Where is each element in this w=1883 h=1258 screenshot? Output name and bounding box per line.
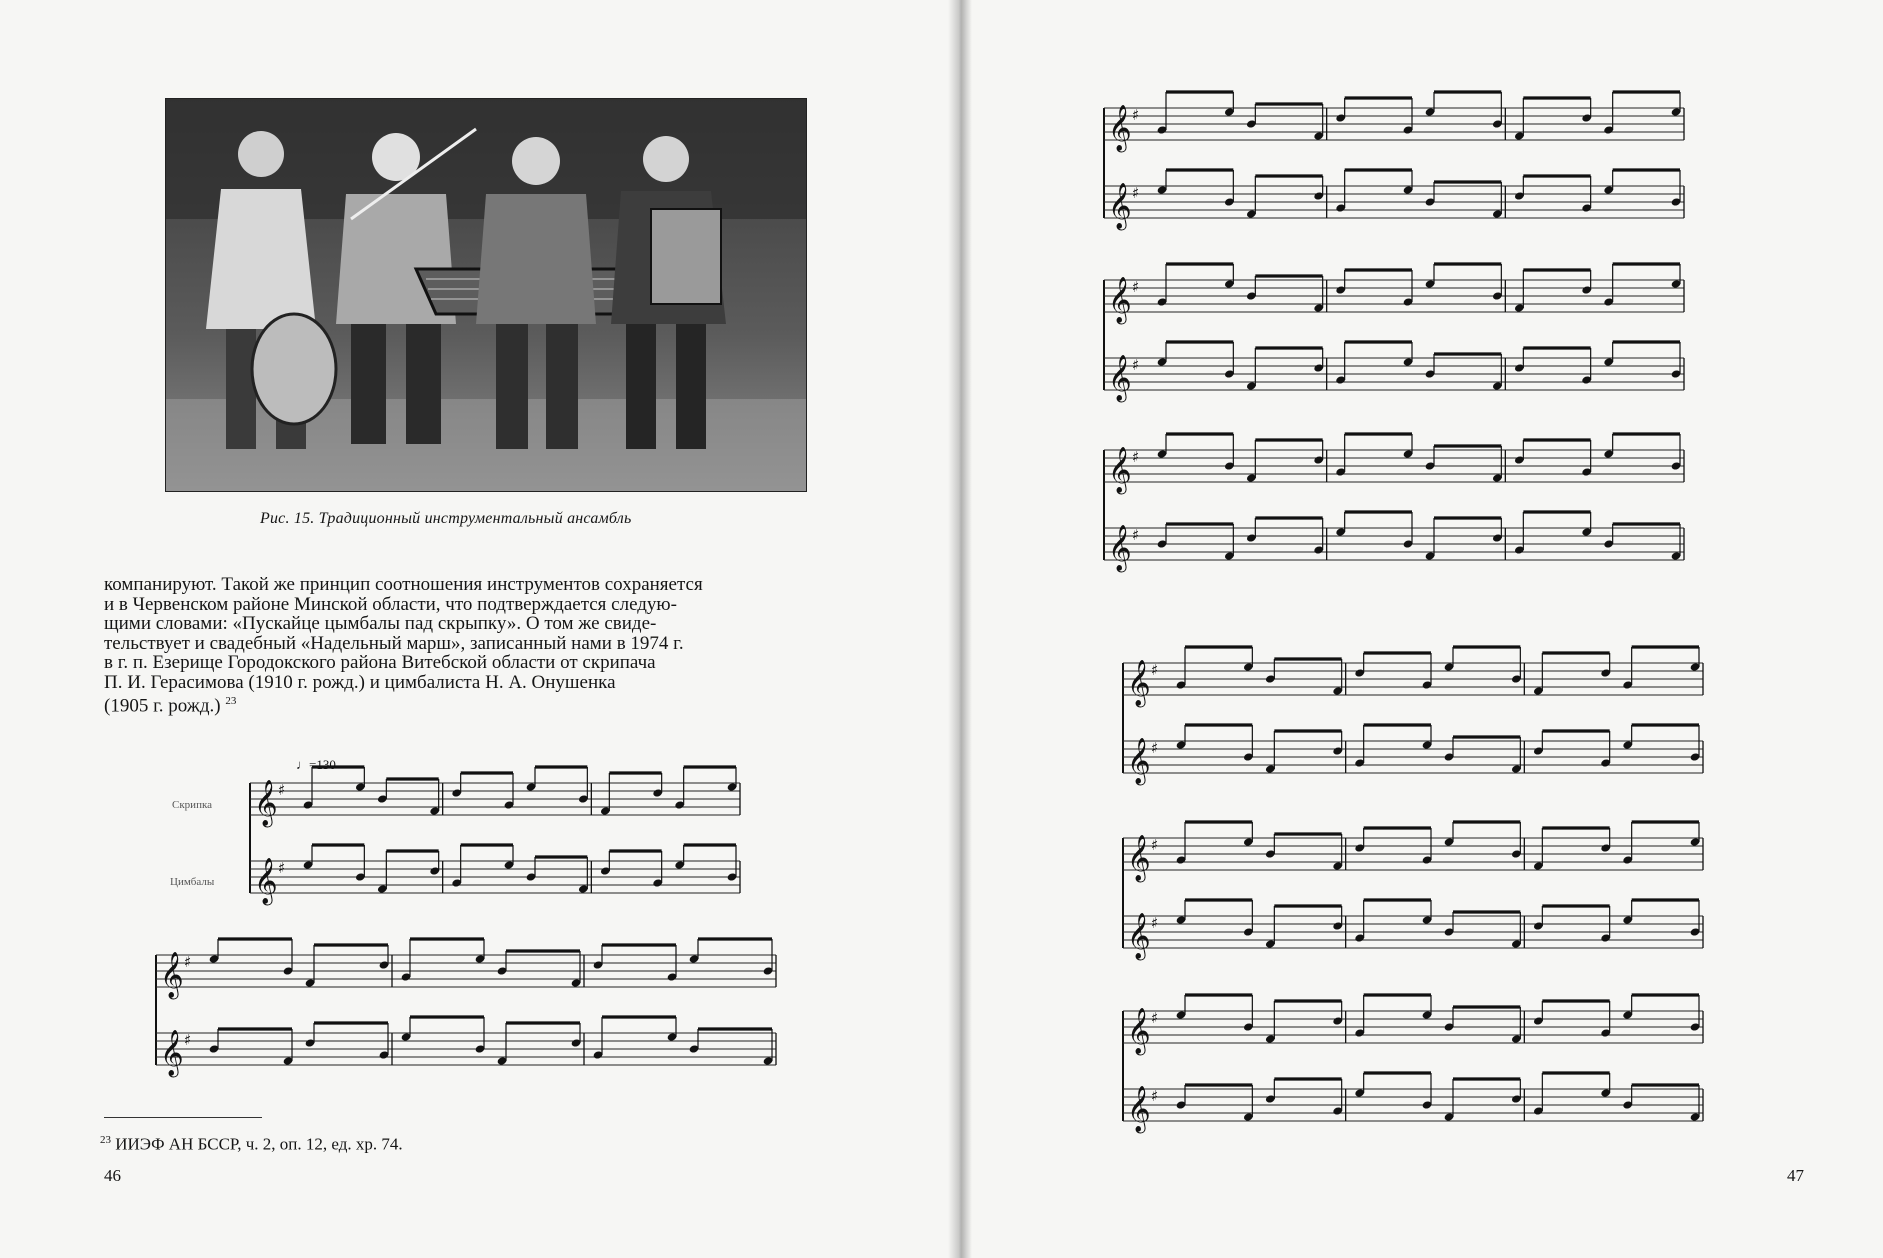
sharp-icon: ♯ [1151,914,1159,932]
sharp-icon: ♯ [1151,1087,1159,1105]
right-music-notation [958,0,1883,1258]
footnote-number: 23 [100,1134,111,1146]
treble-clef-icon: 𝄞 [254,858,278,904]
sharp-icon: ♯ [278,781,286,799]
violin-staff-label: Скрипка [172,799,213,811]
treble-clef-icon: 𝄞 [1108,183,1132,229]
footnote [100,1134,403,1155]
sharp-icon: ♯ [1132,106,1140,124]
body-line: в г. п. Езерище Городокского района Витебской области от скрипача [104,652,656,673]
treble-clef-icon: 𝄞 [1108,277,1132,323]
tempo-marking: ♩=130 [296,757,336,772]
treble-clef-icon: 𝄞 [1127,1086,1151,1132]
footnote-rule [104,1117,262,1118]
treble-clef-icon: 𝄞 [160,1030,184,1076]
page-number-right: 47 [1787,1166,1804,1185]
treble-clef-icon: 𝄞 [1127,1008,1151,1054]
treble-clef-icon: 𝄞 [1127,835,1151,881]
right-page [958,0,1883,1258]
body-line: и в Червенском районе Минской области, что подтверждается следую- [104,593,677,615]
sharp-icon: ♯ [184,953,192,971]
treble-clef-icon: 𝄞 [254,780,278,826]
sharp-icon: ♯ [1132,448,1140,466]
cymbals-staff-label: Цимбалы [170,876,215,888]
sharp-icon: ♯ [1132,526,1140,544]
treble-clef-icon: 𝄞 [1108,105,1132,151]
sharp-icon: ♯ [1151,1009,1159,1027]
footnote-text: ИИЭФ АН БССР, ч. 2, оп. 12, ед. хр. 74. [115,1134,403,1154]
footnote-reference: 23 [225,695,237,707]
body-line: тельствует и свадебный «Надельный марш», записанный нами в 1974 г. [104,632,684,654]
sharp-icon: ♯ [278,859,286,877]
page-number-left: 46 [104,1166,121,1185]
sharp-icon: ♯ [1132,356,1140,374]
sharp-icon: ♯ [1132,184,1140,202]
book-gutter [948,0,972,1258]
sharp-icon: ♯ [1151,661,1159,679]
treble-clef-icon: 𝄞 [160,952,184,998]
sharp-icon: ♯ [1132,278,1140,296]
treble-clef-icon: 𝄞 [1127,660,1151,706]
body-line: (1905 г. рожд.) [104,695,221,717]
body-line: компанируют. Такой же принцип соотношения инструментов сохраняется [104,574,703,595]
sharp-icon: ♯ [1151,836,1159,854]
body-line: П. И. Герасимова (1910 г. рожд.) и цимбалиста Н. А. Онушенка [104,671,616,693]
body-line: щими словами: «Пускайце цымбалы пад скрыпку». О том же свиде- [104,613,657,634]
sharp-icon: ♯ [184,1031,192,1049]
sharp-icon: ♯ [1151,739,1159,757]
treble-clef-icon: 𝄞 [1108,447,1132,493]
figure-caption: Рис. 15. Традиционный инструментальный ансамбль [260,510,632,527]
treble-clef-icon: 𝄞 [1127,913,1151,959]
treble-clef-icon: 𝄞 [1108,355,1132,401]
treble-clef-icon: 𝄞 [1108,525,1132,571]
treble-clef-icon: 𝄞 [1127,738,1151,784]
